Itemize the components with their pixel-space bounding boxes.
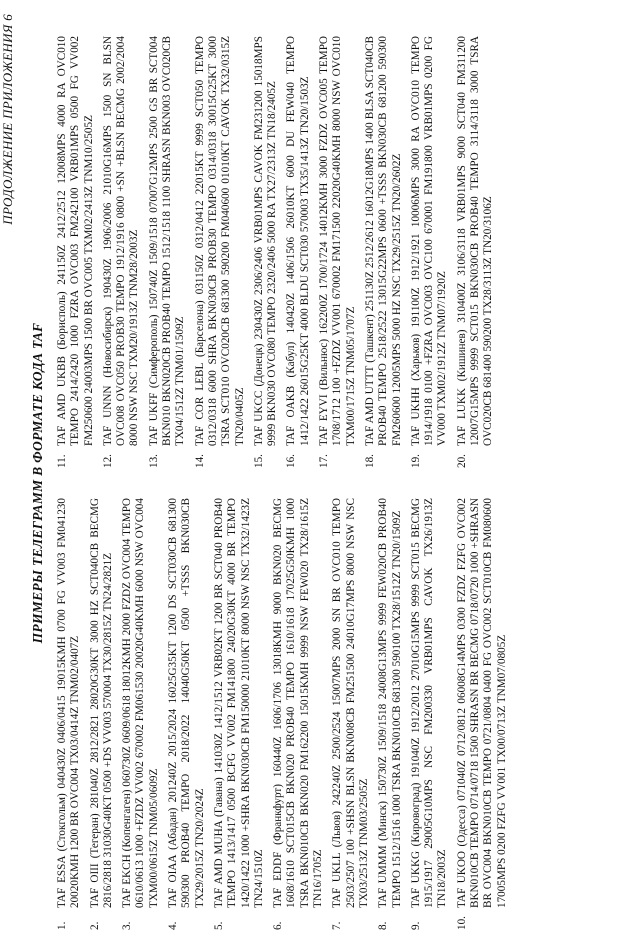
taf-message: TAF UKCC (Донецк) 230430Z 2306/2406 VRB01MPS CAVOK FM231200 15018MPS 9999 BKN030 OVC080 TEMPO 2320/2406 5000 RA TX27/2313Z TN18/2405Z [252, 36, 279, 446]
list-item [285, 36, 312, 468]
taf-message: TAF UMMM (Минск) 150730Z 1509/1518 24008G13MPS 9999 FEW020CB PROB40 TEMPO 1512/1516 1000 TSRA BKN010CB 681300 590100 TX28/1512Z TN20/1509Z [377, 498, 403, 908]
item-number: 1. [56, 921, 68, 930]
item-number: 11. [56, 454, 68, 468]
list-item [194, 36, 247, 468]
list-item [56, 36, 96, 468]
list-item [410, 36, 450, 468]
taf-message: TAF EYVI (Вильнюс) 162200Z 1700/1724 14012KMH 3000 FZDZ OVC005 TEMPO 1708/1712 100 +FZDZ VV001 670002 FM171500 22020G40KMH 8000 NSW OVC010 TXM00/1715Z TNM05/1707Z [318, 36, 357, 446]
item-number: 9. [409, 921, 422, 930]
list-item [121, 498, 161, 930]
list-item [213, 498, 266, 930]
taf-message: TAF UKLL (Львов) 242240Z 2500/2524 15007MPS 2000 SN BR OVC010 TEMPO 2503/2507 100 +SHSN BLSN BKN008CB FM251500 24010G17MPS 8000 NSW NSC TX03/2513Z TNM03/2505Z [331, 498, 370, 908]
taf-message: TAF UKKG (Кировоград) 191040Z 1912/2012 27010G15MPS 9999 SCT015 BECMG 1915/1917 29005G10MPS NSC FM200330 VRB01MPS CAVOK TX26/1913Z TN18/2003Z [409, 498, 449, 908]
list-item [377, 498, 404, 930]
item-number: 16. [285, 454, 298, 468]
left-column [56, 498, 515, 930]
taf-message: TAF EDDF (Франкфурт) 160440Z 1606/1706 13018KMH 9000 BKN020 BECMG 1608/1610 SCT015CB BKN020 PROB40 TEMPO 1610/1618 17025G50KMH 1000 TSRA BKN010CB BKN020 FM162200 15015KMH 9999 NSW FEW020 TX28/1615Z TN16/1705Z [272, 498, 325, 908]
taf-message: TAF OAKB (Кабул) 140420Z 1406/1506 26010KT 6000 DU FEW040 TEMPO 1412/1422 26015G25KT 4000 BLDU SCT030 570003 TX35/1413Z TN20/1503Z [285, 36, 311, 446]
list-item [89, 498, 116, 930]
item-number: 15. [252, 454, 265, 468]
item-number: 19. [409, 454, 422, 468]
list-item [148, 36, 188, 468]
item-number: 18. [363, 454, 376, 468]
taf-message: TAF AMD UKBB (Борисполь) 241150Z 2412/2512 12008MPS 4000 RA OVC010 TEMPO 2414/2420 1000 FZRA OVC003 FM242100 VRB01MPS 0500 FG VV002 FM250600 24003MPS 1500 BR OVC005 TXM02/2413Z TNM10/2505Z [56, 36, 95, 446]
list-item [364, 36, 404, 468]
page-title: ПРИМЕРЫ ТЕЛЕГРАММ В ФОРМАТЕ КОДА TAF [30, 322, 45, 644]
taf-message: TAF ESSA (Стокгольм) 040430Z 0406/0415 19015KMH 0700 FG VV003 FM041230 20020KMH 1200 BR OVC004 TX03/0414Z TNM02/0407Z [56, 498, 82, 908]
right-column [56, 36, 515, 468]
taf-message: TAF AMD UTTT (Ташкент) 251130Z 2512/2612 16012G18MPS 1400 BLSA SCT040CB PROB40 TEMPO 2518/2522 13015G22MPS 0600 +TSSS BKN030CB 681200 590300 FM260600 12005MPS 5000 HZ NSC TX29/2515Z TN20/2602Z [363, 36, 403, 446]
item-number: 14. [193, 454, 206, 468]
taf-message: TAF OIII (Тегеран) 281040Z 2812/2821 28020G30KT 3000 HZ SCT040CB BECMG 2816/2818 31030G40KT 0500 +DS VV003 570004 TX30/2815Z TN24/2821Z [88, 498, 114, 908]
item-number: 10. [455, 916, 468, 930]
item-number: 20. [455, 454, 468, 468]
item-number: 17. [318, 454, 331, 468]
list-item [253, 36, 280, 468]
list-item [56, 498, 83, 930]
item-number: 6. [272, 921, 285, 930]
taf-message: TAF UKOO (Одесса) 071040Z 0712/0812 06008G14MPS 0300 FZDZ FZFG OVC002 BKN010CB TEMPO 0714/0718 1500 SHRASN BR BECMG 0718/0720 1000 +SHRASN BR OVC004 BKN010CB TEMPO 0721/0804 0400 FG OVC002 SCT010CB FM080600 17005MPS 0200 FZFG VV001 TX00/0713Z TNM07/0805Z [455, 498, 508, 908]
appendix-header: ПРОДОЛЖЕНИЕ ПРИЛОЖЕНИЯ 6 [0, 14, 15, 225]
columns [56, 36, 515, 930]
list-item [456, 498, 509, 930]
item-number: 13. [147, 454, 160, 468]
item-number: 7. [331, 921, 344, 930]
taf-message: TAF UKFF (Симферополь) 150740Z 1509/1518 07007G12MPS 2500 GS BR SCT004 BKN010 BKN020CB PROB40 TEMPO 1512/1518 1100 SHRASN BKN003 OVC020CB TX04/1512Z TNM01/1509Z [147, 36, 187, 446]
taf-message: TAF COR LEBL (Барселона) 031150Z 0312/0412 22015KT 9999 SCT050 TEMPO 0312/0318 6000 SHRA BKN030CB PROB30 TEMPO 0314/0318 30015G25KT 3000 TSRA SCT010 OVC020CB 681300 590200 FM040600 01010KT CAVOK TX32/0315Z TN20/0405Z [193, 36, 246, 446]
list-item [331, 498, 371, 930]
list-item [410, 498, 450, 930]
list-item [318, 36, 358, 468]
taf-message: TAF AMD MUHA (Гавана) 141030Z 1412/1512 VRB02KT 1200 BR SCT040 PROB40 TEMPO 1413/1417 0500 BCFG VV002 FM141800 24020G30KT 4000 BR TEMPO 1420/1422 1000 +SHRA BKN030CB FM150000 21010KT 8000 NSW NSC TX32/1423Z TN24/1510Z [212, 498, 265, 908]
taf-message: TAF LUKK (Кишинев) 310400Z 3106/3118 VRB01MPS 9000 SCT040 FM311200 12007G15MPS 9999 SCT015 BKN030CB PROB40 TEMPO 3114/3118 3000 TSRA OVC020CB 681400 590200 TX28/3113Z TN20/3106Z [455, 36, 495, 446]
item-number: 2. [88, 921, 101, 930]
taf-message: TAF OIAA (Абадан) 201240Z 2015/2024 16025G35KT 1200 DS SCT030CB 681300 590300 PROB40 TEMPO 2018/2022 14040G50KT 0500 +TSSS BKN030CB TX29/2015Z TN20/2024Z [167, 498, 206, 908]
list-item [102, 36, 142, 468]
list-item [167, 498, 207, 930]
left-list [56, 498, 509, 930]
list-item [456, 36, 496, 468]
item-number: 5. [212, 921, 225, 930]
item-number: 8. [377, 921, 390, 930]
item-number: 4. [167, 921, 180, 930]
taf-message: TAF UKHH (Харьков) 191100Z 1912/1921 10006MPS 3000 RA OVC010 TEMPO 1914/1918 0100 +FZRA OVC003 OVC100 670001 FM191800 VRB01MPS 0200 FG VV000 TXM02/1912Z TNM07/1920Z [409, 36, 449, 446]
right-list [56, 36, 496, 468]
list-item [272, 498, 325, 930]
item-number: 3. [121, 921, 134, 930]
taf-message: TAF EKCH (Копенгаген) 060730Z 0609/0618 18012KMH 2000 FZDZ OVC004 TEMPO 0610/0613 1000 +FZDZ VV002 670002 FM061530 20020G40KMH 6000 NSW OVC004 TXM00/0615Z TNM05/0609Z [121, 498, 160, 908]
taf-message: TAF UNNN (Новосибирск) 190430Z 1906/2006 21010G16MPS 1500 SN BLSN OVC008 OVC050 PROB30 TEMPO 1912/1916 0800 +SN +BLSN BECMG 2002/2004 8000 NSW NSC TXM20/1913Z TNM28/2003Z [101, 36, 141, 446]
item-number: 12. [101, 454, 114, 468]
